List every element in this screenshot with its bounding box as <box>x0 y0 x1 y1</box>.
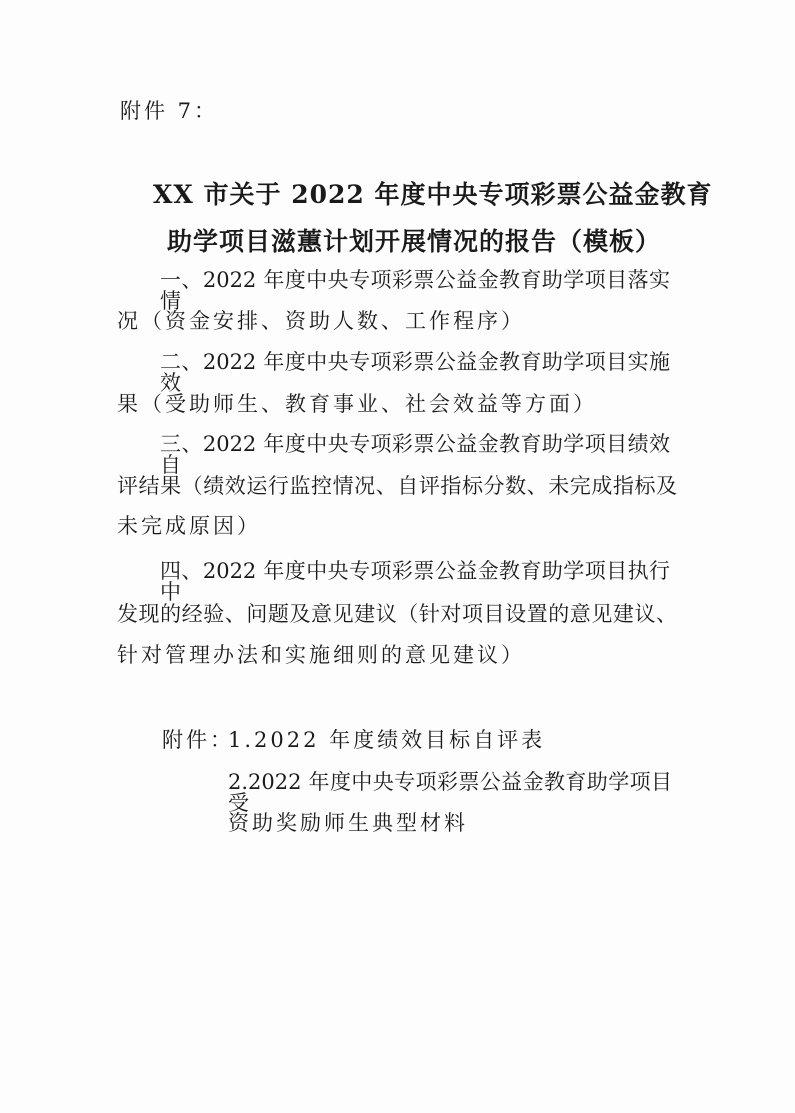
section-3-line-1: 三、2022 年度中央专项彩票公益金教育助学项目绩效自 <box>160 432 670 477</box>
section-3-line-3: 未完成原因） <box>117 514 261 538</box>
attachment-item-2-line-1: 2.2022 年度中央专项彩票公益金教育助学项目受 <box>228 770 672 815</box>
section-1-line-1: 一、2022 年度中央专项彩票公益金教育助学项目落实情 <box>160 268 670 313</box>
section-2-line-1: 二、2022 年度中央专项彩票公益金教育助学项目实施效 <box>160 350 670 395</box>
attachment-item-2-line-2: 资助奖励师生典型材料 <box>228 811 468 835</box>
attachments-label: 附件： <box>162 728 234 752</box>
section-3-line-2: 评结果（绩效运行监控情况、自评指标分数、未完成指标及 <box>117 474 677 498</box>
section-4-line-3: 针对管理办法和实施细则的意见建议） <box>117 643 525 667</box>
document-title-line-2: 助学项目滋蕙计划开展情况的报告（模板） <box>167 227 662 256</box>
section-4-line-2: 发现的经验、问题及意见建议（针对项目设置的意见建议、 <box>117 602 677 626</box>
section-2-line-2: 果（受助师生、教育事业、社会效益等方面） <box>117 392 597 416</box>
section-1-line-2: 况（资金安排、资助人数、工作程序） <box>117 309 525 333</box>
attachment-label: 附件 7： <box>120 99 219 123</box>
document-title-line-1: XX 市关于 2022 年度中央专项彩票公益金教育 <box>153 180 713 209</box>
section-4-line-1: 四、2022 年度中央专项彩票公益金教育助学项目执行中 <box>160 559 670 604</box>
attachment-item-1: 1.2022 年度绩效目标自评表 <box>228 728 546 752</box>
